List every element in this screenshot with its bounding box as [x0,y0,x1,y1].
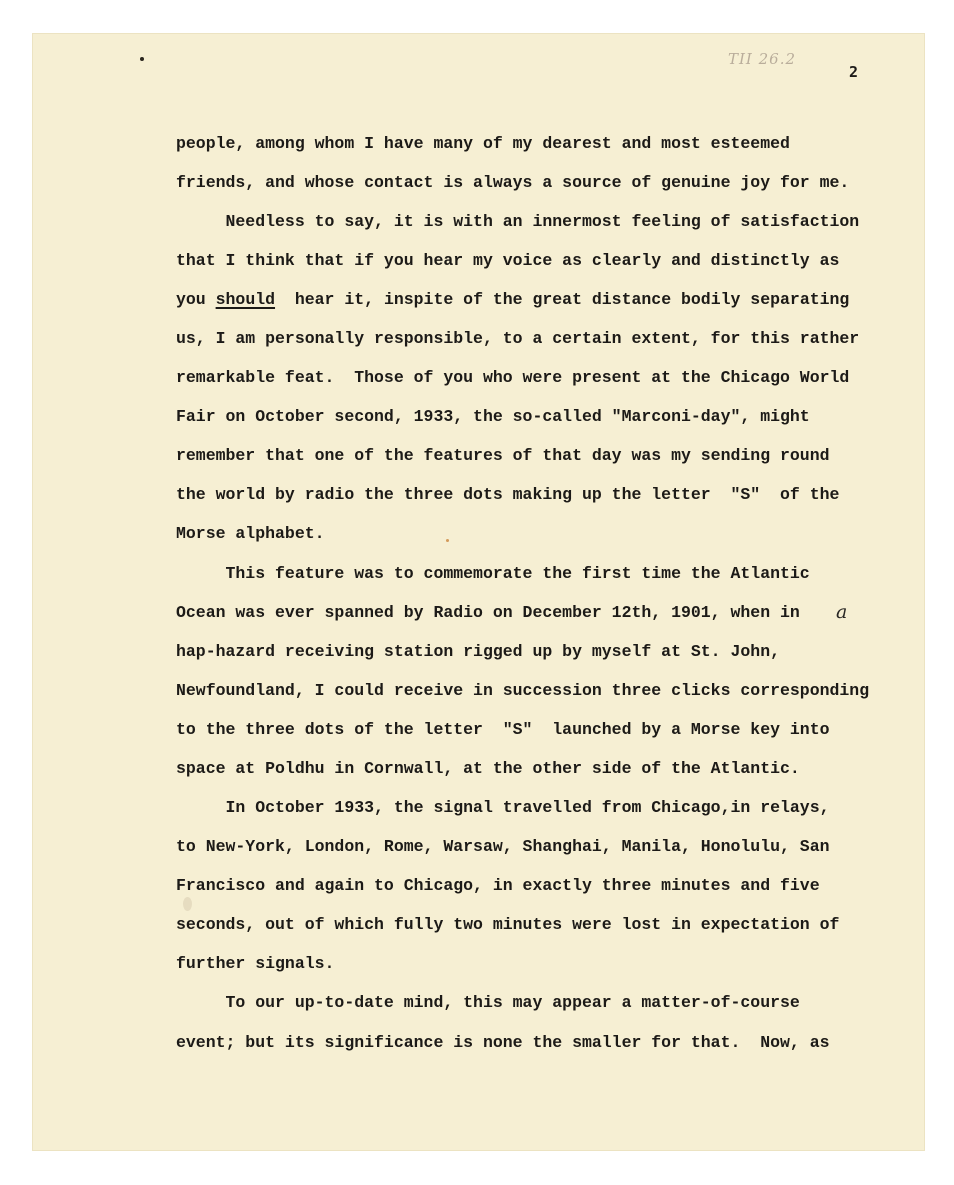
paper-speck [446,539,449,542]
text-line: that I think that if you hear my voice as clearly and distinctly as [176,251,840,270]
text-line: To our up-to-date mind, this may appear a matter-of-course [176,993,800,1012]
page-number: 2 [849,63,859,81]
archive-pencil-mark: TII 26.2 [728,50,797,68]
text-fragment: hear it, inspite of the great distance bodily separating [275,290,850,309]
text-line: space at Poldhu in Cornwall, at the other side of the Atlantic. [176,759,800,778]
text-line: the world by radio the three dots making up the letter "S" of the [176,485,840,504]
text-line: Newfoundland, I could receive in succession three clicks corresponding [176,681,870,700]
document-page [33,34,924,1150]
text-line: This feature was to commemorate the first time the Atlantic [176,564,810,583]
text-line: remarkable feat. Those of you who were present at the Chicago World [176,368,850,387]
text-line: hap-hazard receiving station rigged up by myself at St. John, [176,642,780,661]
text-line: to the three dots of the letter "S" launched by a Morse key into [176,720,830,739]
text-line: to New-York, London, Rome, Warsaw, Shanghai, Manila, Honolulu, San [176,837,830,856]
text-line: event; but its significance is none the smaller for that. Now, as [176,1033,830,1052]
text-fragment: you [176,290,216,309]
text-line: people, among whom I have many of my dearest and most esteemed [176,134,790,153]
text-line: seconds, out of which fully two minutes were lost in expectation of [176,915,840,934]
handwritten-insert: a [836,601,848,623]
text-line: Francisco and again to Chicago, in exactly three minutes and five [176,876,820,895]
text-line-emphasis [176,292,849,309]
paper-speck [183,897,192,911]
paper-speck [140,57,144,61]
text-line: further signals. [176,954,335,973]
text-line: Morse alphabet. [176,524,325,543]
text-line: Ocean was ever spanned by Radio on December 12th, 1901, when in [176,603,800,622]
text-line: In October 1933, the signal travelled from Chicago,in relays, [176,798,830,817]
underlined-word: should [215,290,276,309]
text-line: Needless to say, it is with an innermost feeling of satisfaction [176,212,860,231]
text-line: Fair on October second, 1933, the so-called "Marconi-day", might [176,407,810,426]
text-line: us, I am personally responsible, to a certain extent, for this rather [176,329,860,348]
text-line: friends, and whose contact is always a source of genuine joy for me. [176,173,850,192]
text-line: remember that one of the features of that day was my sending round [176,446,830,465]
